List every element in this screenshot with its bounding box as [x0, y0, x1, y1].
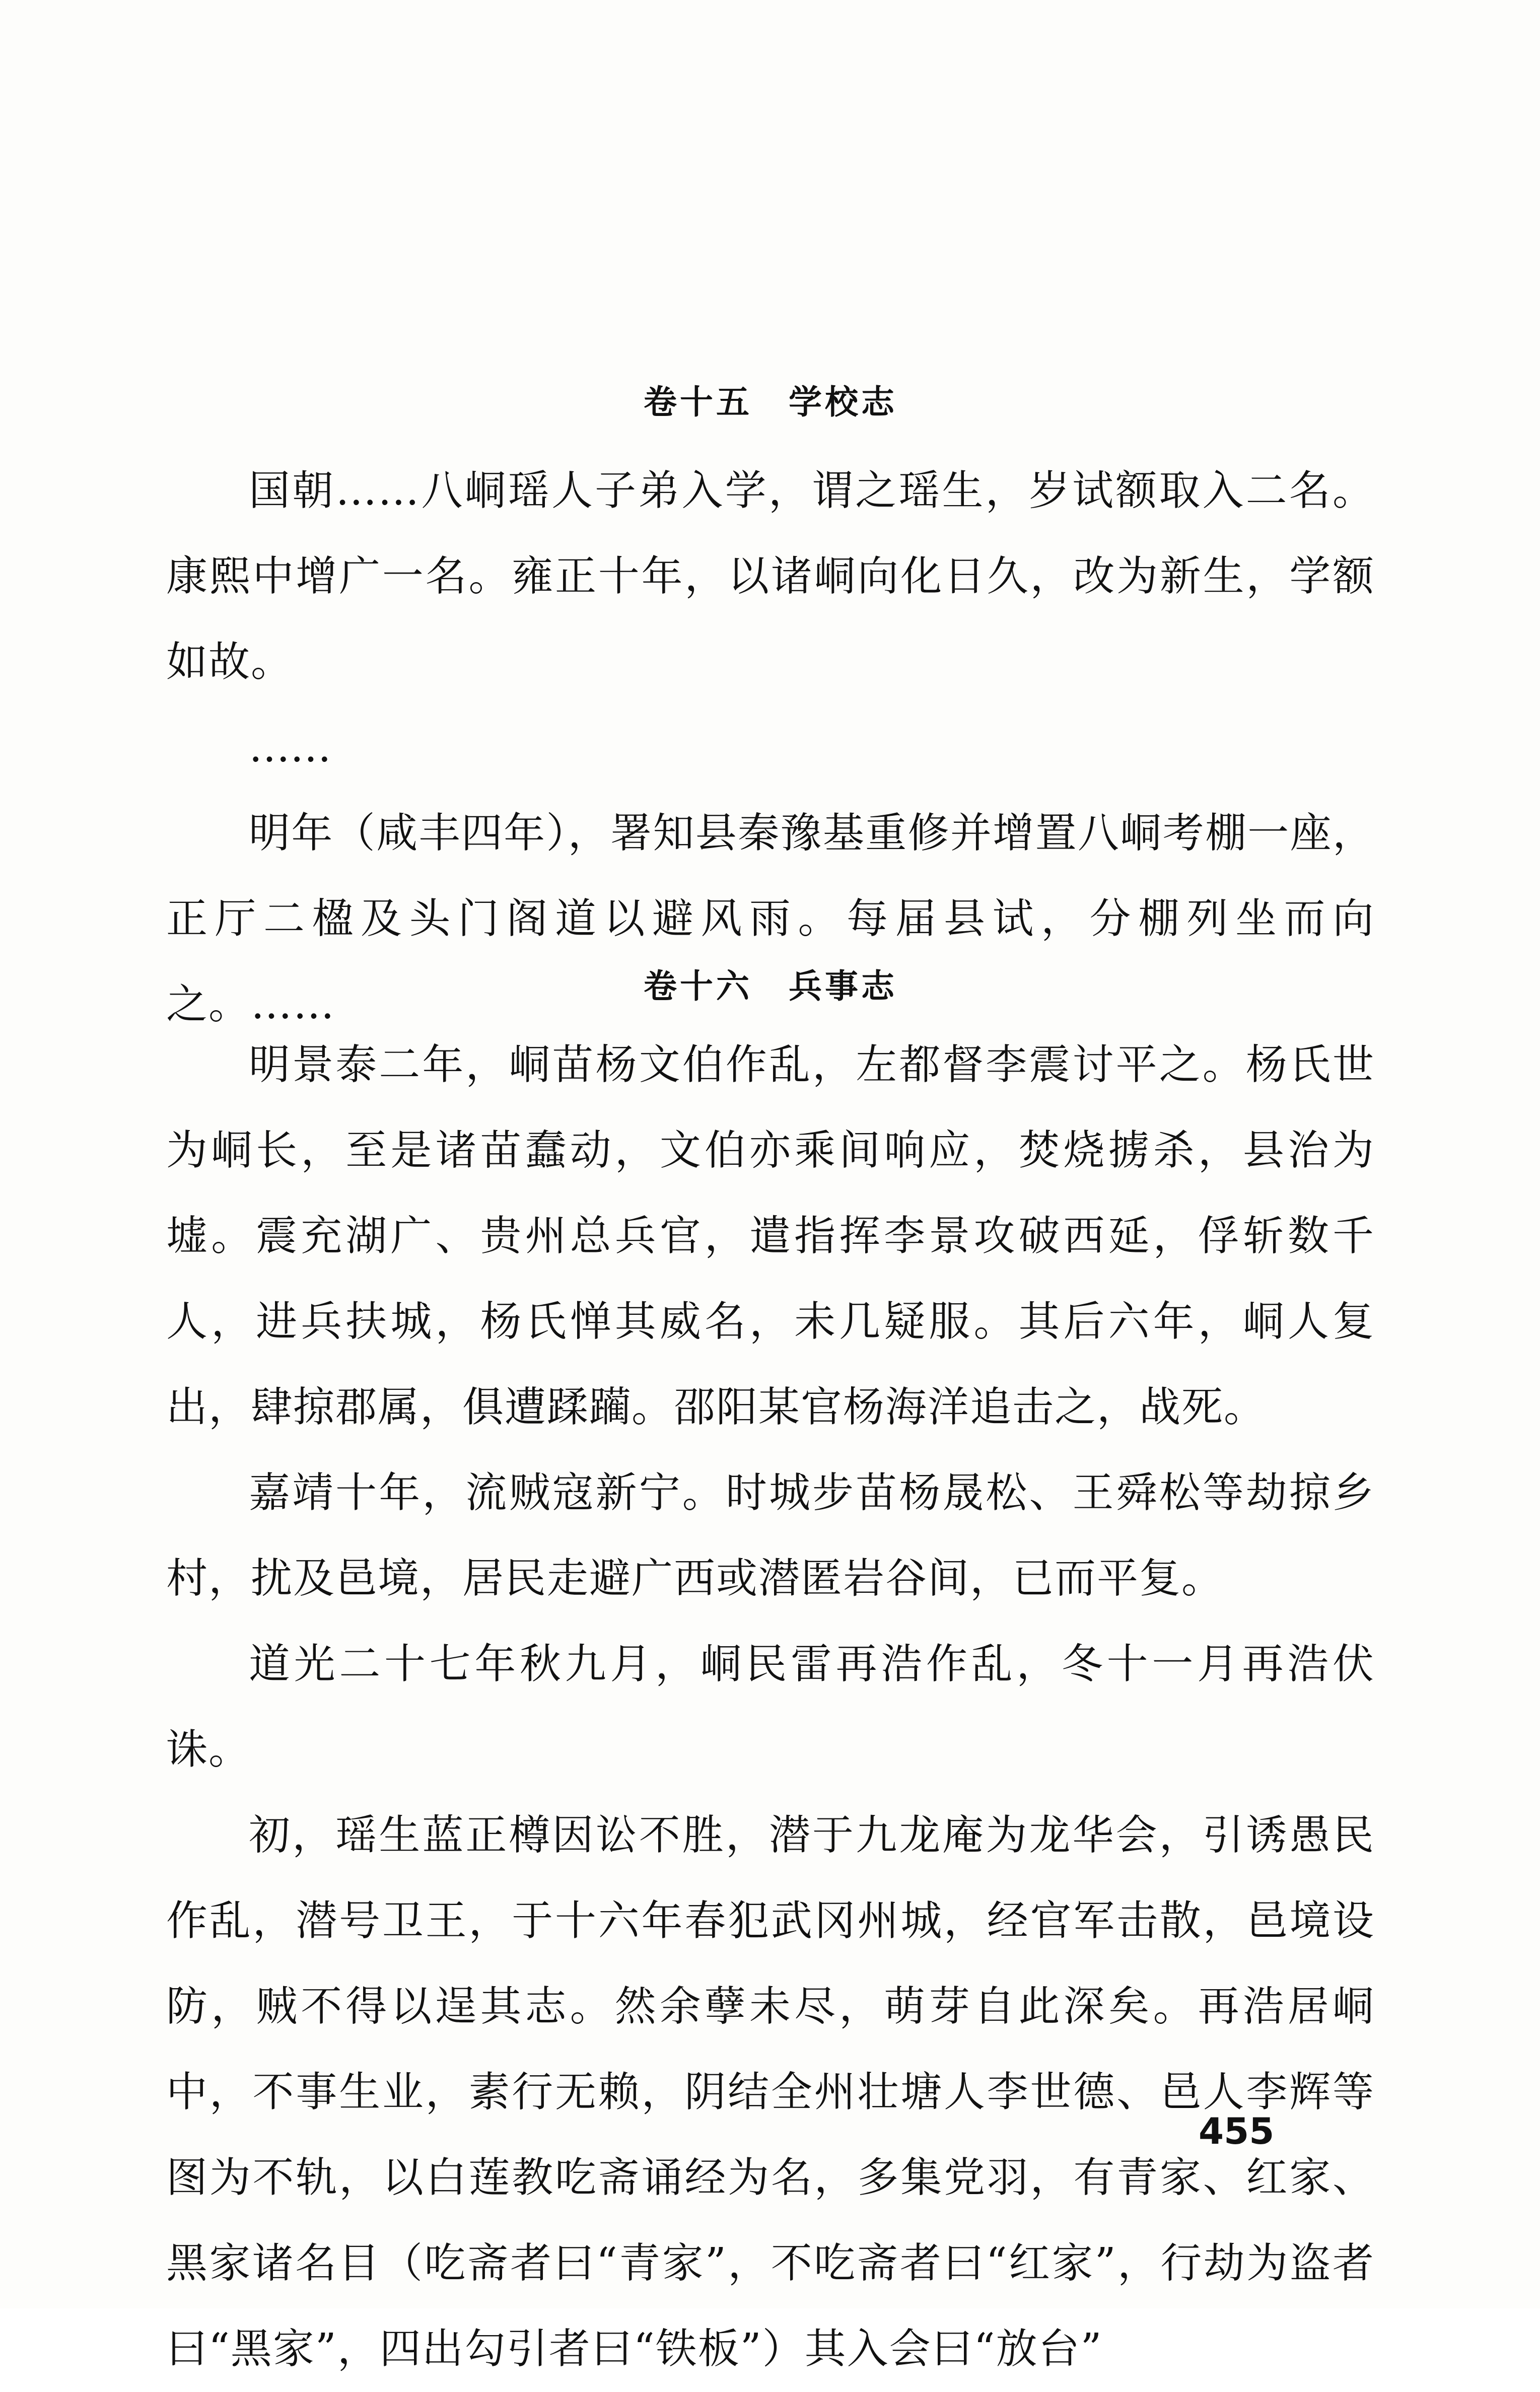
ellipsis-line: ……: [249, 724, 331, 771]
section-body-military: [166, 1022, 1375, 2392]
paragraph: 道光二十七年秋九月，峒民雷再浩作乱，冬十一月再浩伏诛。: [166, 1640, 1375, 1774]
paragraph: 嘉靖十年，流贼寇新宁。时城步苗杨晟松、王舜松等劫掠乡村，扰及邑境，居民走避广西或潜匿岩谷间，已而平复。: [166, 1469, 1375, 1602]
section-heading-military: 卷十六 兵事志: [644, 967, 897, 1006]
paragraph: 明年（咸丰四年），署知县秦豫基重修并增置八峒考棚一座，正厅二楹及头门阁道以避风雨。每届县试，分棚列坐而向之。……: [166, 809, 1375, 1028]
section-heading-school: 卷十五 学校志: [644, 383, 897, 421]
paragraph: 明景泰二年，峒苗杨文伯作乱，左都督李震讨平之。杨氏世为峒长，至是诸苗蠢动，文伯亦乘间响应，焚烧掳杀，县治为墟。震充湖广、贵州总兵官，遣指挥李景攻破西延，俘斩数千人，进兵扶城，杨氏惮其威名，未几疑服。其后六年，峒人复出，肆掠郡属，俱遭蹂躏。邵阳某官杨海洋追击之，战死。: [166, 1041, 1375, 1431]
section-body-school: [166, 448, 1375, 1047]
paragraph: 初，瑶生蓝正樽因讼不胜，潜于九龙庵为龙华会，引诱愚民作乱，潜号卫王，于十六年春犯武冈州城，经官军击散，邑境设防，贼不得以逞其志。然余孽未尽，萌芽自此深矣。再浩居峒中，不事生业，素行无赖，阴结全州壮塘人李世德、邑人李辉等图为不轨，以白莲教吃斋诵经为名，多集党羽，有青家、红家、黑家诸名目（吃斋者曰“青家”，不吃斋者曰“红家”，行劫为盗者曰“黑家”，四出勾引者曰“铁板”）其入会曰“放台”: [166, 1811, 1375, 2373]
paragraph: 国朝……八峒瑶人子弟入学，谓之瑶生，岁试额取入二名。康熙中增广一名。雍正十年，以诸峒向化日久，改为新生，学额如故。: [166, 467, 1375, 686]
page-number: 455: [1199, 2110, 1275, 2152]
